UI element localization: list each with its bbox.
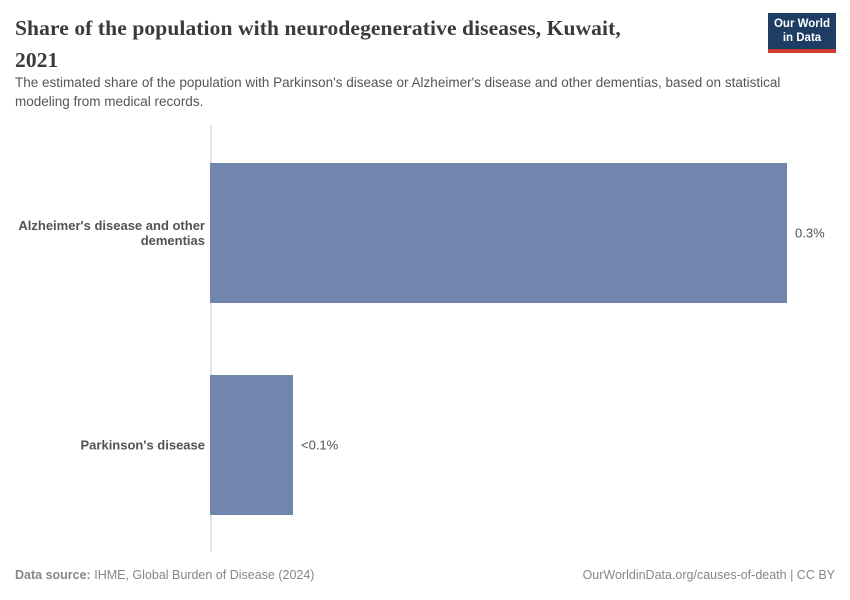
bar-parkinsons[interactable] <box>210 375 293 515</box>
value-label-alzheimers: 0.3% <box>795 225 825 241</box>
data-source-label: Data source: <box>15 568 91 582</box>
bar-row-alzheimers <box>0 163 850 303</box>
bar-alzheimers[interactable] <box>210 163 787 303</box>
data-source <box>15 567 314 583</box>
owid-logo-line-2: in Data <box>782 31 822 44</box>
owid-logo-line-1: Our World <box>773 18 830 30</box>
category-label-alzheimers: Alzheimer's disease and other dementias <box>18 218 205 248</box>
chart-title-line-2: 2021 <box>15 48 59 72</box>
credit-link[interactable]: OurWorldinData.org/causes-of-death | CC BY <box>582 568 835 582</box>
chart-title-line-1: Share of the population with neurodegenerative diseases, Kuwait, <box>15 16 621 40</box>
chart-footer <box>15 567 835 583</box>
data-source-text: IHME, Global Burden of Disease (2024) <box>94 568 315 582</box>
value-label-parkinsons: <0.1% <box>301 437 339 453</box>
chart-subtitle: The estimated share of the population with Parkinson's disease or Alzheimer's disease and other dementias, based on statistical modeling from medical records. <box>15 75 781 109</box>
category-label-parkinsons: Parkinson's disease <box>80 437 205 453</box>
bar-row-parkinsons <box>0 375 850 515</box>
